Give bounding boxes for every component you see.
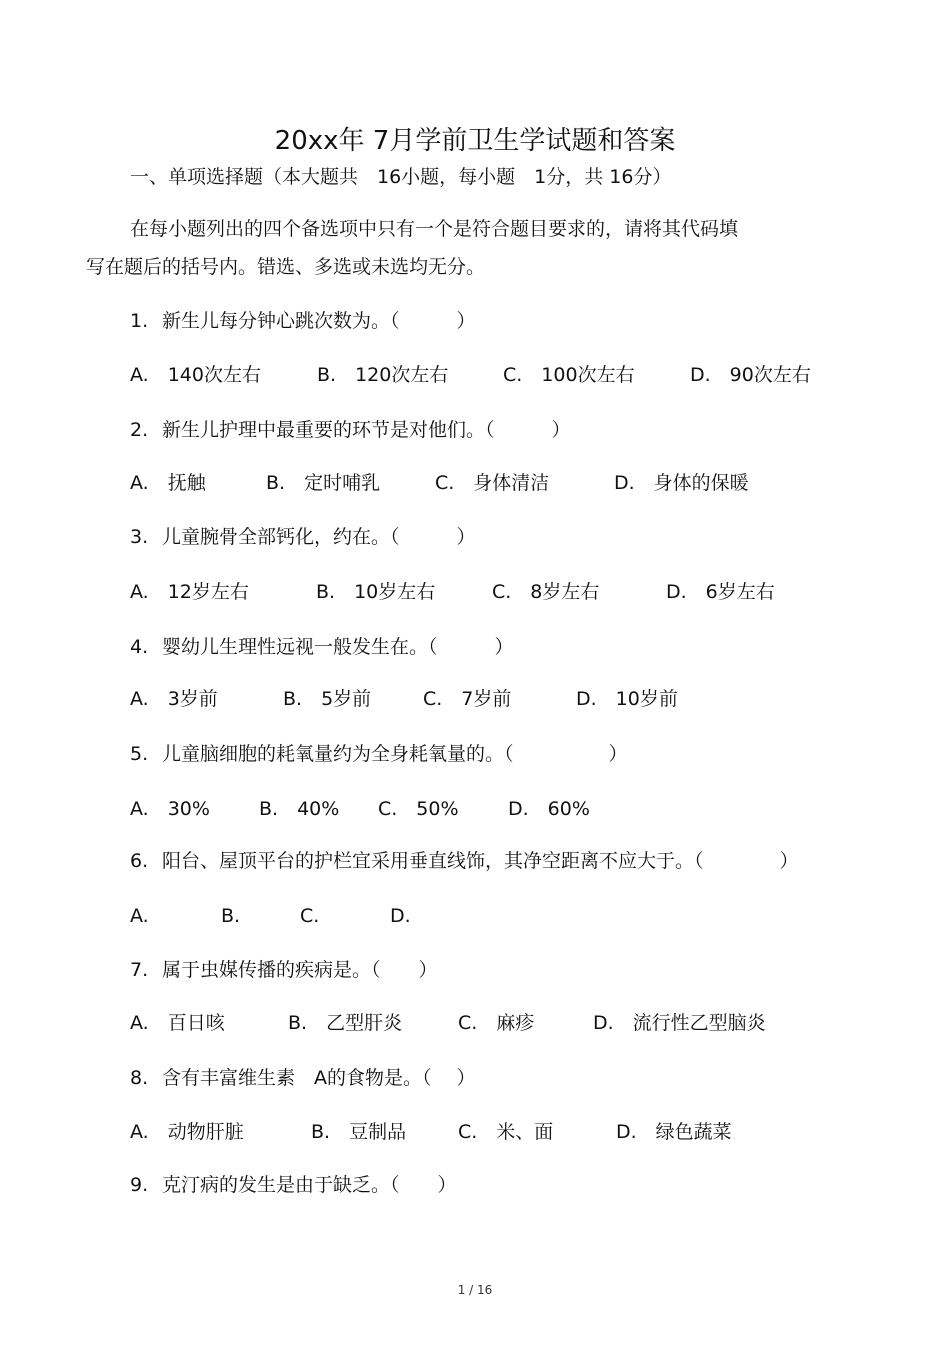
question-6 [130,850,799,873]
question-number: 6. [130,850,149,872]
option-b: B. 乙型肝炎 [288,1012,403,1034]
instructions-line-2: 写在题后的括号内。错选、多选或未选均无分。 [86,256,486,278]
question-5-options [130,798,890,824]
question-1-options [130,364,890,390]
question-1 [130,310,476,333]
question-text: 克汀病的发生是由于缺乏。（ ） [162,1174,457,1196]
option-d: D. 身体的保暖 [614,472,749,494]
option-b: B. 5岁前 [283,688,372,710]
section-heading: 一、单项选择题（本大题共 16小题，每小题 1分，共 16分） [130,166,672,188]
option-d: D. 流行性乙型脑炎 [593,1012,766,1034]
question-8-options [130,1121,890,1147]
option-b: B. 120次左右 [317,364,449,386]
question-3-options [130,581,890,607]
option-b: B. 40% [259,798,340,820]
option-c: C. 100次左右 [503,364,635,386]
question-5 [130,743,628,766]
question-9 [130,1174,457,1197]
option-d: D. 10岁前 [576,688,678,710]
question-text: 儿童脑细胞的耗氧量约为全身耗氧量的。（ ） [162,743,628,765]
question-number: 1. [130,310,149,332]
option-a: A. 3岁前 [130,688,218,710]
question-number: 4. [130,636,149,658]
option-a: A. 抚触 [130,472,206,494]
question-text: 阳台、屋顶平台的护栏宜采用垂直线饰，其净空距离不应大于。（ ） [162,850,799,872]
option-a: A. 百日咳 [130,1012,225,1034]
question-text: 新生儿护理中最重要的环节是对他们。（ ） [162,419,571,441]
question-6-options [130,905,890,931]
option-c: C. 麻疹 [458,1012,535,1034]
option-b: B. [221,905,241,927]
question-number: 7. [130,959,149,981]
option-c: C. 8岁左右 [492,581,600,603]
question-number: 5. [130,743,149,765]
option-a: A. 30% [130,798,210,820]
question-7 [130,959,438,982]
question-2 [130,419,571,442]
option-c: C. 米、面 [458,1121,554,1143]
option-a: A. 12岁左右 [130,581,249,603]
option-c: C. [300,905,320,927]
option-a: A. [130,905,149,927]
option-b: B. 豆制品 [311,1121,407,1143]
page-indicator: 1 / 16 [457,1283,493,1297]
option-d: D. 90次左右 [690,364,811,386]
question-text: 婴幼儿生理性远视一般发生在。（ ） [162,636,514,658]
option-b: B. 10岁左右 [316,581,436,603]
question-number: 9. [130,1174,149,1196]
question-4 [130,636,514,659]
option-c: C. 50% [378,798,459,820]
question-text: 新生儿每分钟心跳次数为。（ ） [162,310,476,332]
question-4-options [130,688,890,714]
document-title: 20xx年 7月学前卫生学试题和答案 [274,126,676,156]
question-8 [130,1067,476,1090]
option-d: D. 6岁左右 [666,581,775,603]
question-text: 属于虫媒传播的疾病是。（ ） [162,959,438,981]
option-c: C. 7岁前 [423,688,512,710]
question-text: 含有丰富维生素 A的食物是。（ ） [162,1067,476,1089]
option-c: C. 身体清洁 [435,472,550,494]
question-text: 儿童腕骨全部钙化，约在。（ ） [162,526,476,548]
option-d: D. [390,905,411,927]
question-number: 2. [130,419,149,441]
option-a: A. 动物肝脏 [130,1121,244,1143]
question-7-options [130,1012,890,1038]
question-2-options [130,472,890,498]
question-number: 3. [130,526,149,548]
option-b: B. 定时哺乳 [266,472,381,494]
question-3 [130,526,476,549]
question-number: 8. [130,1067,149,1089]
instructions-line-1: 在每小题列出的四个备选项中只有一个是符合题目要求的，请将其代码填 [130,218,739,240]
option-a: A. 140次左右 [130,364,261,386]
option-d: D. 60% [508,798,590,820]
option-d: D. 绿色蔬菜 [616,1121,732,1143]
